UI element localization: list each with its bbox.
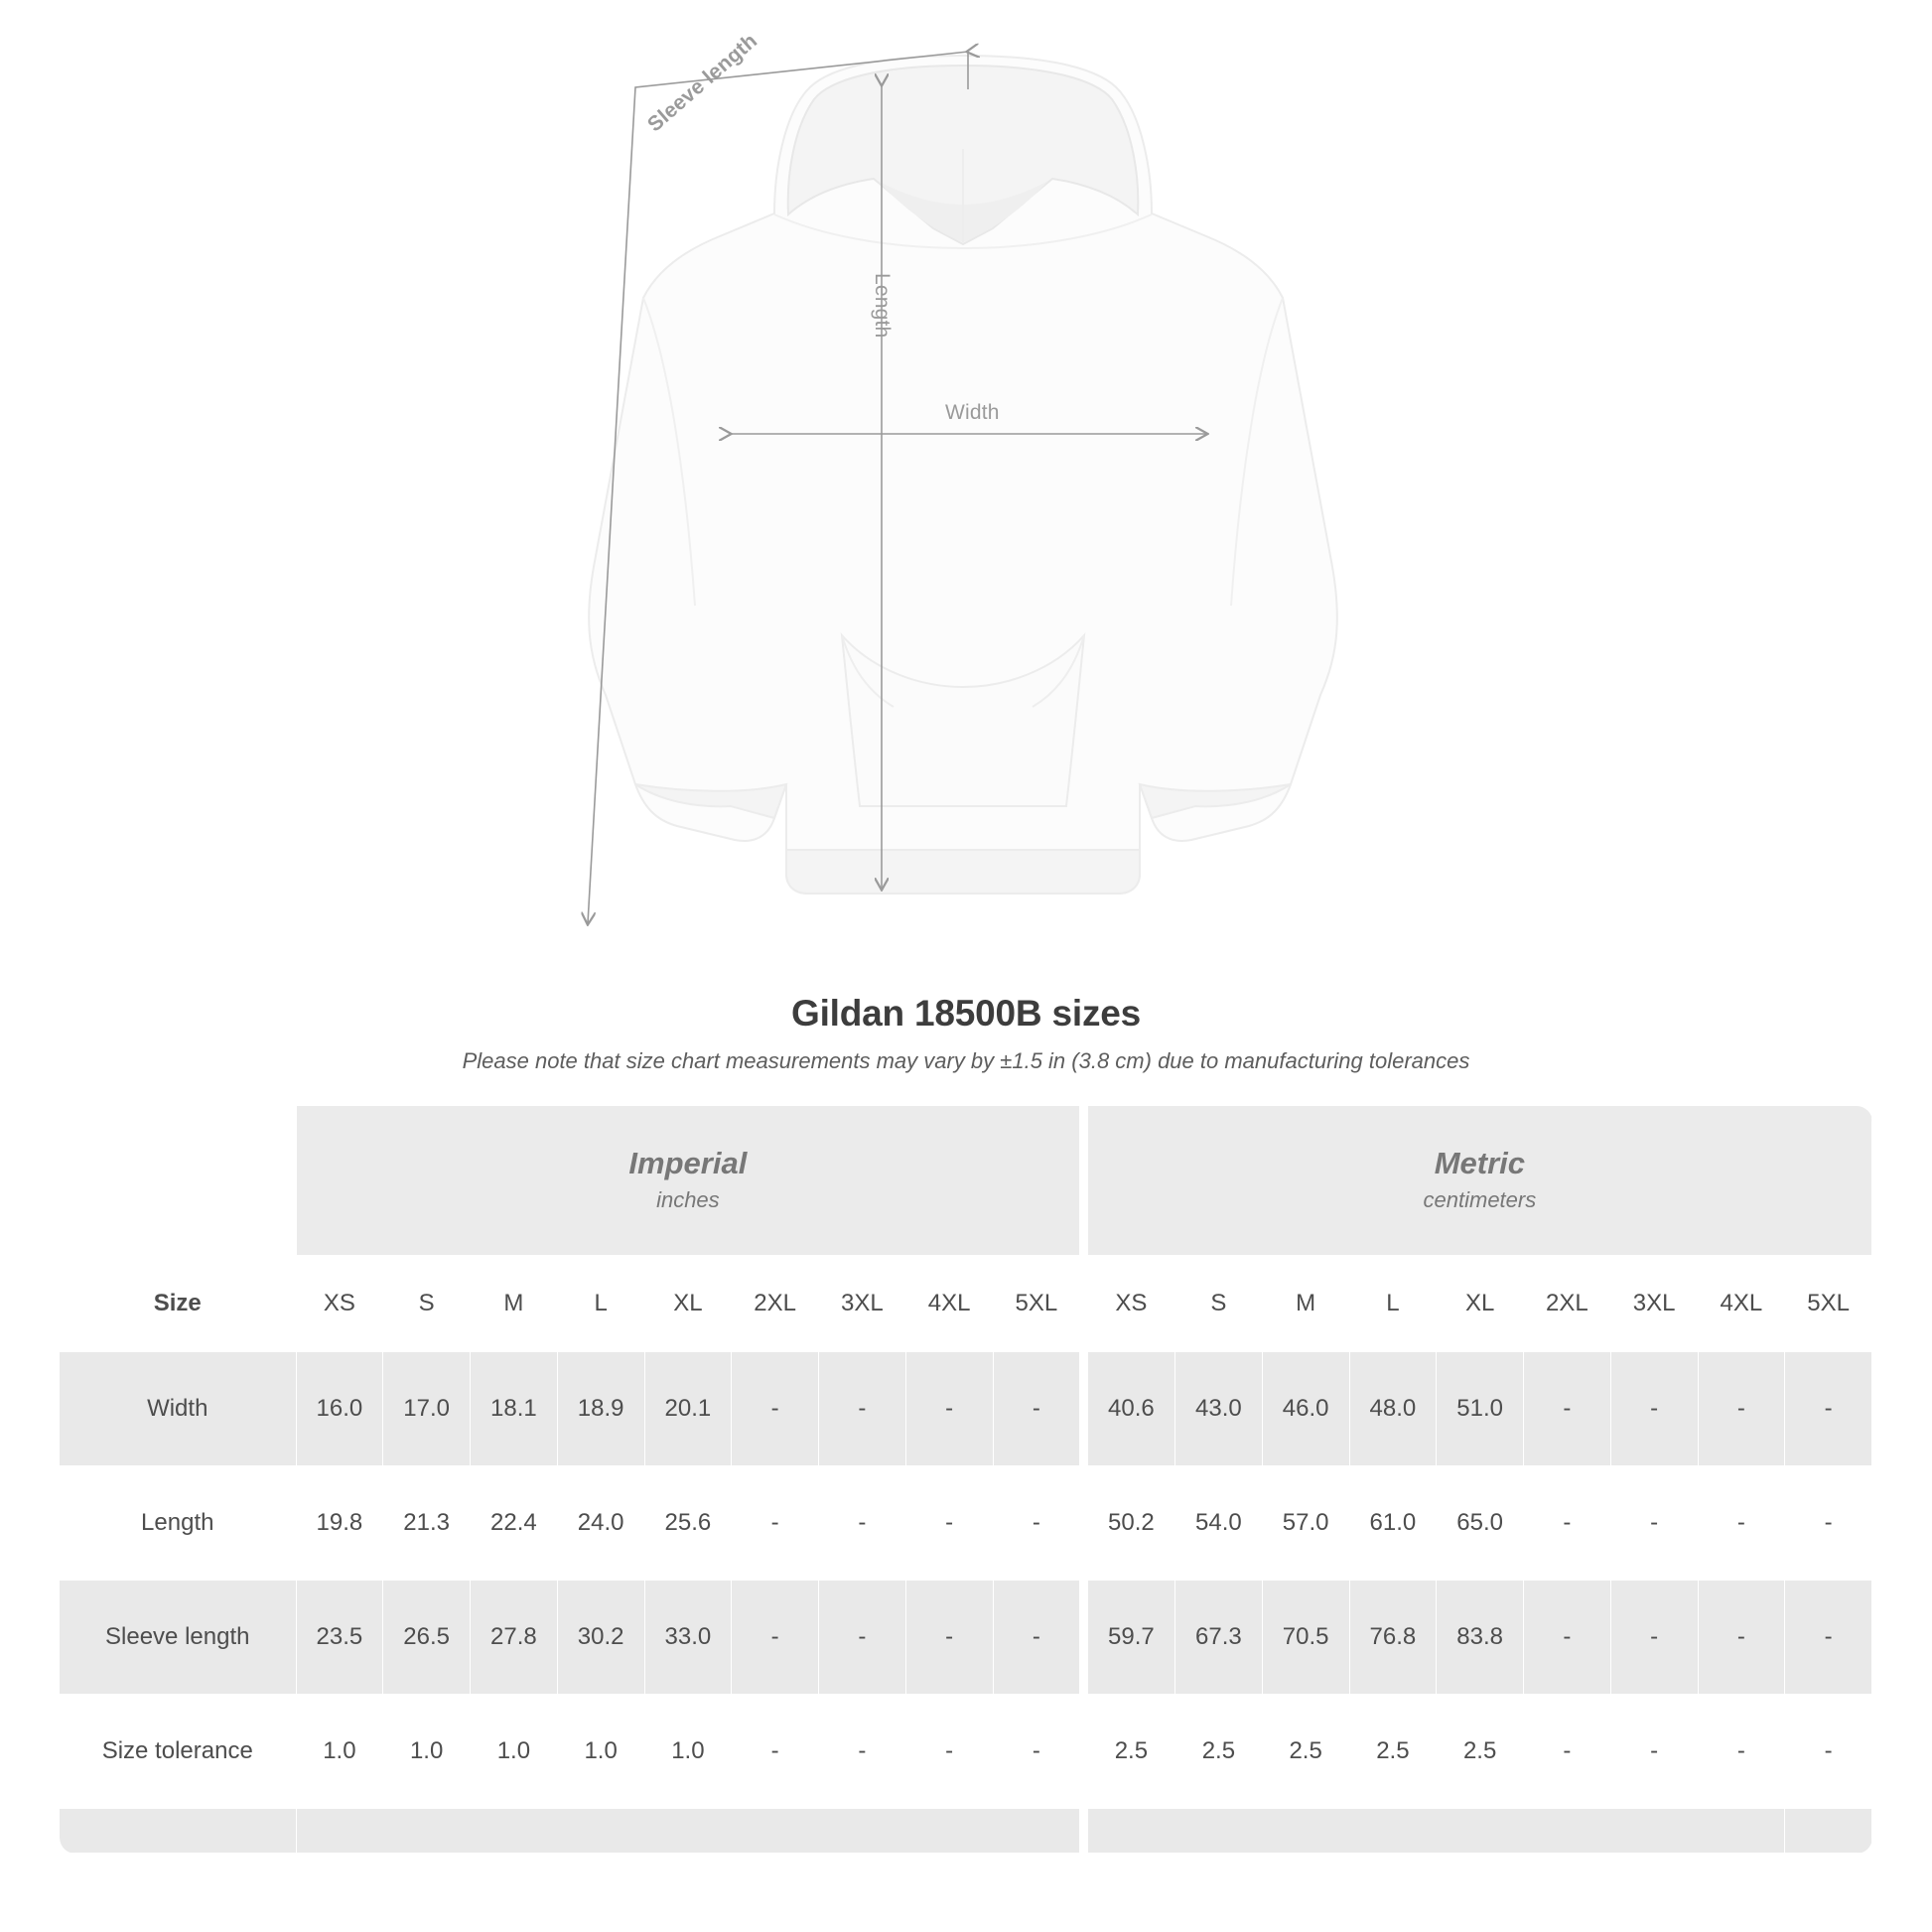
cell-length-imperial-3xl: - <box>819 1466 906 1581</box>
cell-width-imperial-s: 17.0 <box>383 1352 471 1466</box>
metric-sublabel: centimeters <box>1423 1186 1537 1212</box>
row-gap <box>1080 1352 1088 1466</box>
cell-length-imperial-5xl: - <box>993 1466 1080 1581</box>
footer-imperial <box>296 1809 1080 1854</box>
cell-width-imperial-l: 18.9 <box>557 1352 644 1466</box>
size-header-metric-l: L <box>1349 1256 1437 1352</box>
cell-tolerance-imperial-xs: 1.0 <box>296 1695 383 1809</box>
title-block <box>0 993 1932 1074</box>
cell-tolerance-metric-xl: 2.5 <box>1437 1695 1524 1809</box>
size-header-imperial-s: S <box>383 1256 471 1352</box>
cell-sleeve-metric-2xl: - <box>1524 1581 1611 1695</box>
width-dimension-label: Width <box>945 401 1000 424</box>
cell-length-metric-xl: 65.0 <box>1437 1466 1524 1581</box>
cell-tolerance-imperial-m: 1.0 <box>471 1695 558 1809</box>
row-label-size-tolerance: Size tolerance <box>60 1695 296 1809</box>
tolerance-note: Please note that size chart measurements may vary by ±1.5 in (3.8 cm) due to manufacturing tolerances <box>462 1048 1470 1073</box>
table-row <box>60 1581 1872 1695</box>
footer-left <box>60 1809 296 1854</box>
cell-length-metric-3xl: - <box>1610 1466 1698 1581</box>
cell-length-imperial-2xl: - <box>732 1466 819 1581</box>
cell-tolerance-imperial-s: 1.0 <box>383 1695 471 1809</box>
cell-length-metric-m: 57.0 <box>1262 1466 1349 1581</box>
cell-tolerance-imperial-3xl: - <box>819 1695 906 1809</box>
cell-sleeve-metric-xl: 83.8 <box>1437 1581 1524 1695</box>
cell-sleeve-metric-3xl: - <box>1610 1581 1698 1695</box>
cell-tolerance-imperial-2xl: - <box>732 1695 819 1809</box>
cell-sleeve-imperial-2xl: - <box>732 1581 819 1695</box>
table-row <box>60 1352 1872 1466</box>
cell-width-imperial-xl: 20.1 <box>644 1352 732 1466</box>
cell-tolerance-imperial-l: 1.0 <box>557 1695 644 1809</box>
cell-length-imperial-xl: 25.6 <box>644 1466 732 1581</box>
cell-length-imperial-s: 21.3 <box>383 1466 471 1581</box>
cell-sleeve-imperial-s: 26.5 <box>383 1581 471 1695</box>
cell-sleeve-metric-5xl: - <box>1785 1581 1872 1695</box>
cell-width-imperial-2xl: - <box>732 1352 819 1466</box>
size-header-imperial-5xl: 5XL <box>993 1256 1080 1352</box>
cell-sleeve-metric-s: 67.3 <box>1175 1581 1263 1695</box>
cell-sleeve-metric-xs: 59.7 <box>1088 1581 1175 1695</box>
cell-length-imperial-l: 24.0 <box>557 1466 644 1581</box>
footer-gap <box>1080 1809 1088 1854</box>
cell-width-metric-3xl: - <box>1610 1352 1698 1466</box>
size-header-metric-5xl: 5XL <box>1785 1256 1872 1352</box>
hoodie-shape <box>589 56 1337 894</box>
header-gap <box>1080 1256 1088 1352</box>
table-row <box>60 1466 1872 1581</box>
cell-tolerance-metric-3xl: - <box>1610 1695 1698 1809</box>
cell-length-metric-5xl: - <box>1785 1466 1872 1581</box>
table-footer-bar <box>60 1809 1872 1854</box>
cell-width-imperial-m: 18.1 <box>471 1352 558 1466</box>
cell-tolerance-metric-xs: 2.5 <box>1088 1695 1175 1809</box>
cell-length-imperial-m: 22.4 <box>471 1466 558 1581</box>
cell-sleeve-imperial-xl: 33.0 <box>644 1581 732 1695</box>
cell-length-metric-l: 61.0 <box>1349 1466 1437 1581</box>
metric-unit-header <box>1088 1106 1872 1256</box>
cell-tolerance-metric-m: 2.5 <box>1262 1695 1349 1809</box>
cell-tolerance-imperial-4xl: - <box>905 1695 993 1809</box>
cell-tolerance-metric-s: 2.5 <box>1175 1695 1263 1809</box>
imperial-label: Imperial <box>628 1146 748 1181</box>
size-header-metric-xs: XS <box>1088 1256 1175 1352</box>
cell-width-metric-4xl: - <box>1698 1352 1785 1466</box>
cell-tolerance-metric-5xl: - <box>1785 1695 1872 1809</box>
cell-tolerance-imperial-xl: 1.0 <box>644 1695 732 1809</box>
cell-length-metric-xs: 50.2 <box>1088 1466 1175 1581</box>
size-header-label: Size <box>60 1256 296 1352</box>
size-header-imperial-xl: XL <box>644 1256 732 1352</box>
unit-header-row <box>60 1106 1872 1256</box>
unit-gap <box>1080 1106 1088 1256</box>
metric-label: Metric <box>1434 1146 1526 1181</box>
cell-width-metric-xs: 40.6 <box>1088 1352 1175 1466</box>
cell-sleeve-imperial-l: 30.2 <box>557 1581 644 1695</box>
cell-length-metric-s: 54.0 <box>1175 1466 1263 1581</box>
cell-tolerance-metric-l: 2.5 <box>1349 1695 1437 1809</box>
cell-length-imperial-xs: 19.8 <box>296 1466 383 1581</box>
size-header-imperial-m: M <box>471 1256 558 1352</box>
row-label-width: Width <box>60 1352 296 1466</box>
cell-width-metric-l: 48.0 <box>1349 1352 1437 1466</box>
row-gap <box>1080 1695 1088 1809</box>
cell-width-metric-5xl: - <box>1785 1352 1872 1466</box>
row-gap <box>1080 1466 1088 1581</box>
row-label-length: Length <box>60 1466 296 1581</box>
footer-metric <box>1088 1809 1785 1854</box>
size-header-metric-m: M <box>1262 1256 1349 1352</box>
cell-width-imperial-5xl: - <box>993 1352 1080 1466</box>
cell-width-imperial-3xl: - <box>819 1352 906 1466</box>
size-header-imperial-xs: XS <box>296 1256 383 1352</box>
size-header-metric-2xl: 2XL <box>1524 1256 1611 1352</box>
cell-sleeve-imperial-5xl: - <box>993 1581 1080 1695</box>
cell-width-metric-xl: 51.0 <box>1437 1352 1524 1466</box>
cell-length-metric-2xl: - <box>1524 1466 1611 1581</box>
cell-sleeve-metric-4xl: - <box>1698 1581 1785 1695</box>
table-row <box>60 1695 1872 1809</box>
cell-width-imperial-4xl: - <box>905 1352 993 1466</box>
cell-sleeve-metric-m: 70.5 <box>1262 1581 1349 1695</box>
cell-sleeve-imperial-m: 27.8 <box>471 1581 558 1695</box>
size-header-imperial-l: L <box>557 1256 644 1352</box>
size-header-imperial-3xl: 3XL <box>819 1256 906 1352</box>
sleeve-length-dimension-label: Sleeve length <box>643 29 762 137</box>
size-header-metric-3xl: 3XL <box>1610 1256 1698 1352</box>
cell-sleeve-imperial-xs: 23.5 <box>296 1581 383 1695</box>
row-label-sleeve-length: Sleeve length <box>60 1581 296 1695</box>
cell-tolerance-metric-2xl: - <box>1524 1695 1611 1809</box>
size-header-imperial-2xl: 2XL <box>732 1256 819 1352</box>
cell-width-imperial-xs: 16.0 <box>296 1352 383 1466</box>
size-header-metric-s: S <box>1175 1256 1263 1352</box>
cell-width-metric-2xl: - <box>1524 1352 1611 1466</box>
size-table-container <box>60 1106 1872 1854</box>
size-header-metric-xl: XL <box>1437 1256 1524 1352</box>
row-gap <box>1080 1581 1088 1695</box>
size-header-row <box>60 1256 1872 1352</box>
cell-tolerance-metric-4xl: - <box>1698 1695 1785 1809</box>
cell-tolerance-imperial-5xl: - <box>993 1695 1080 1809</box>
unit-row-spacer <box>60 1106 296 1256</box>
cell-sleeve-imperial-3xl: - <box>819 1581 906 1695</box>
cell-length-imperial-4xl: - <box>905 1466 993 1581</box>
size-header-imperial-4xl: 4XL <box>905 1256 993 1352</box>
cell-sleeve-imperial-4xl: - <box>905 1581 993 1695</box>
cell-length-metric-4xl: - <box>1698 1466 1785 1581</box>
length-dimension-label: Length <box>871 273 894 339</box>
footer-right <box>1785 1809 1872 1854</box>
imperial-unit-header <box>296 1106 1080 1256</box>
size-table <box>60 1106 1872 1854</box>
cell-sleeve-metric-l: 76.8 <box>1349 1581 1437 1695</box>
size-header-metric-4xl: 4XL <box>1698 1256 1785 1352</box>
cell-width-metric-m: 46.0 <box>1262 1352 1349 1466</box>
page-title: Gildan 18500B sizes <box>791 993 1141 1034</box>
cell-width-metric-s: 43.0 <box>1175 1352 1263 1466</box>
imperial-sublabel: inches <box>656 1186 720 1212</box>
